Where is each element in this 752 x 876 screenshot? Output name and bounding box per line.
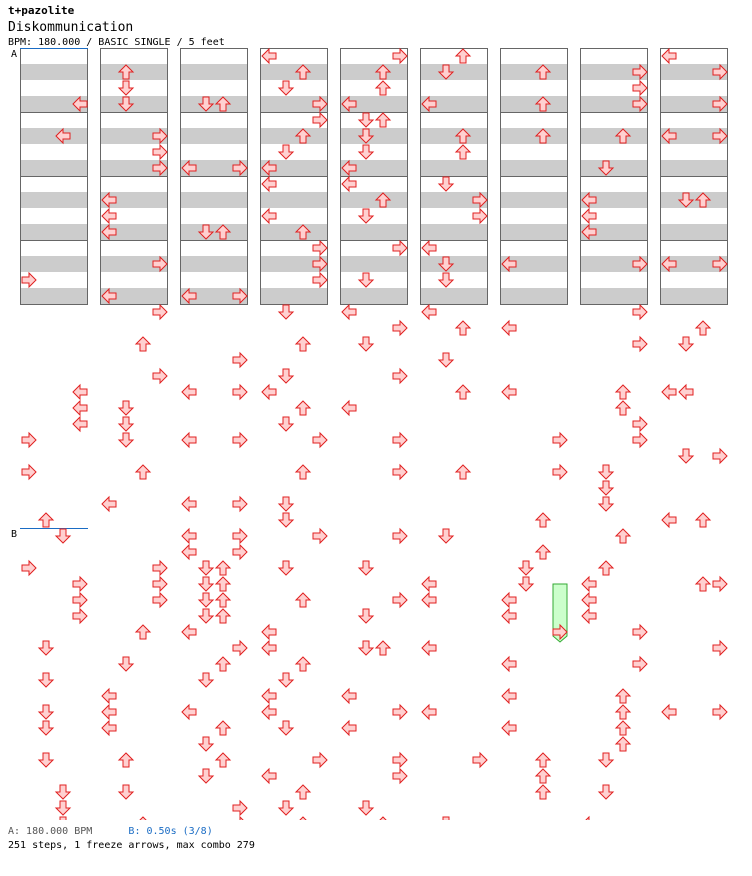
stripe (260, 128, 328, 144)
step-arrow (713, 449, 727, 463)
step-arrow (39, 721, 53, 735)
chart-column-1 (20, 49, 88, 305)
step-arrow (713, 577, 727, 591)
step-arrow (73, 401, 87, 415)
step-arrow (616, 401, 630, 415)
step-arrow (73, 593, 87, 607)
chart-meta: BPM: 180.000 / BASIC SINGLE / 5 feet (8, 37, 225, 48)
step-arrow (502, 657, 516, 671)
stripe (340, 128, 408, 144)
step-arrow (502, 609, 516, 623)
step-arrow (102, 497, 116, 511)
step-arrow (422, 705, 436, 719)
step-arrow (102, 689, 116, 703)
stripe (420, 256, 488, 272)
step-arrow (39, 673, 53, 687)
footer-stats: 251 steps, 1 freeze arrows, max combo 279 (8, 840, 255, 851)
stripe (580, 128, 648, 144)
step-arrow (56, 817, 70, 820)
step-arrow (633, 417, 647, 431)
step-arrow (279, 801, 293, 815)
stripe (500, 224, 568, 240)
step-arrow (633, 337, 647, 351)
step-arrow (376, 113, 390, 127)
stripe (500, 160, 568, 176)
step-arrow (422, 641, 436, 655)
stripe (260, 224, 328, 240)
stripe (340, 224, 408, 240)
step-arrow (456, 465, 470, 479)
step-arrow (393, 433, 407, 447)
step-arrow (199, 609, 213, 623)
step-arrow (359, 145, 373, 159)
stripe (100, 64, 168, 80)
step-arrow (216, 561, 230, 575)
step-arrow (313, 113, 327, 127)
step-arrow (102, 721, 116, 735)
step-arrow (393, 769, 407, 783)
step-arrow (262, 705, 276, 719)
step-arrow (633, 657, 647, 671)
step-arrow (313, 753, 327, 767)
step-arrow (262, 209, 276, 223)
step-arrow (262, 625, 276, 639)
step-arrow (296, 465, 310, 479)
stripe (420, 64, 488, 80)
step-arrow (456, 145, 470, 159)
step-arrow (279, 561, 293, 575)
step-arrow (73, 417, 87, 431)
step-arrow (279, 513, 293, 527)
step-arrow (536, 545, 550, 559)
step-arrow (342, 177, 356, 191)
step-arrow (262, 49, 276, 63)
stripe (20, 288, 88, 304)
stripe (660, 288, 728, 304)
step-arrow (616, 705, 630, 719)
step-arrow (233, 641, 247, 655)
step-arrow (233, 801, 247, 815)
step-arrow (376, 641, 390, 655)
step-arrow (119, 785, 133, 799)
stripe (180, 128, 248, 144)
step-arrow (599, 561, 613, 575)
step-arrow (393, 753, 407, 767)
step-arrow (39, 705, 53, 719)
step-arrow (119, 657, 133, 671)
stripe (340, 64, 408, 80)
stripe (500, 288, 568, 304)
step-arrow (342, 721, 356, 735)
step-arrow (296, 657, 310, 671)
step-arrow (696, 513, 710, 527)
step-arrow (553, 465, 567, 479)
step-arrow (473, 209, 487, 223)
step-arrow (359, 337, 373, 351)
step-arrow (296, 337, 310, 351)
stripe (260, 64, 328, 80)
step-arrow (359, 113, 373, 127)
step-arrow (536, 785, 550, 799)
stripe (340, 192, 408, 208)
step-arrow (262, 385, 276, 399)
step-arrow (502, 593, 516, 607)
step-arrow (182, 545, 196, 559)
step-arrow (313, 241, 327, 255)
stripe (660, 160, 728, 176)
step-arrow (153, 577, 167, 591)
step-arrow (199, 593, 213, 607)
step-arrow (393, 241, 407, 255)
stripe (580, 160, 648, 176)
step-arrow (296, 401, 310, 415)
step-arrow (359, 641, 373, 655)
step-arrow (39, 641, 53, 655)
step-arrow (279, 417, 293, 431)
stripe (260, 288, 328, 304)
step-arrow (216, 577, 230, 591)
step-arrow (216, 721, 230, 735)
marker-b-label: B (11, 529, 18, 540)
stripe (500, 128, 568, 144)
step-arrow (342, 689, 356, 703)
step-arrow (136, 817, 150, 820)
step-arrow (233, 497, 247, 511)
step-arrow (662, 705, 676, 719)
step-arrow (136, 337, 150, 351)
step-arrow (233, 385, 247, 399)
stripe (580, 288, 648, 304)
step-arrow (73, 385, 87, 399)
step-arrow (119, 753, 133, 767)
step-arrow (376, 817, 390, 820)
step-arrow (22, 273, 36, 287)
step-arrow (279, 673, 293, 687)
step-arrow (182, 529, 196, 543)
step-arrow (199, 769, 213, 783)
stripe (500, 64, 568, 80)
stripe (180, 192, 248, 208)
step-arrow (153, 145, 167, 159)
step-arrow (262, 769, 276, 783)
step-arrow (679, 385, 693, 399)
step-arrow (279, 497, 293, 511)
step-arrow (313, 529, 327, 543)
step-arrow (422, 305, 436, 319)
step-arrow (153, 369, 167, 383)
stripe (340, 288, 408, 304)
step-arrow (536, 513, 550, 527)
stripe (340, 256, 408, 272)
step-arrow (279, 369, 293, 383)
artist-name: t+pazolite (8, 4, 75, 17)
step-arrow (502, 321, 516, 335)
step-arrow (393, 465, 407, 479)
step-arrow (696, 321, 710, 335)
step-arrow (679, 449, 693, 463)
stripe (420, 160, 488, 176)
step-arrow (502, 689, 516, 703)
step-arrow (262, 641, 276, 655)
step-arrow (393, 321, 407, 335)
step-arrow (456, 321, 470, 335)
step-arrow (536, 753, 550, 767)
step-arrow (39, 513, 53, 527)
stripe (260, 192, 328, 208)
step-arrow (633, 433, 647, 447)
step-arrow (582, 209, 596, 223)
step-arrow (393, 705, 407, 719)
step-arrow (342, 401, 356, 415)
step-arrow (616, 529, 630, 543)
step-arrow (56, 785, 70, 799)
step-arrow (393, 49, 407, 63)
step-arrow (313, 433, 327, 447)
step-arrow (279, 81, 293, 95)
step-arrow (519, 577, 533, 591)
stripe (20, 64, 88, 80)
step-arrow (296, 593, 310, 607)
step-arrow (439, 353, 453, 367)
step-arrow (262, 177, 276, 191)
stripe (20, 192, 88, 208)
footer-bpm (8, 826, 213, 838)
stripe (420, 128, 488, 144)
step-arrow (136, 625, 150, 639)
step-arrow (119, 417, 133, 431)
step-arrow (713, 641, 727, 655)
step-arrow (582, 609, 596, 623)
step-arrow (279, 721, 293, 735)
stripe (500, 192, 568, 208)
step-arrow (39, 753, 53, 767)
step-arrow (359, 561, 373, 575)
step-arrow (153, 305, 167, 319)
step-arrow (599, 497, 613, 511)
stripe (20, 160, 88, 176)
stripe (20, 256, 88, 272)
step-arrow (22, 433, 36, 447)
step-arrow (73, 609, 87, 623)
step-arrow (696, 577, 710, 591)
step-arrow (22, 561, 36, 575)
step-arrow (216, 593, 230, 607)
step-arrow (119, 81, 133, 95)
step-arrow (279, 145, 293, 159)
chart-column-5 (340, 49, 408, 305)
step-arrow (182, 625, 196, 639)
step-arrow (519, 561, 533, 575)
step-arrow (199, 737, 213, 751)
step-arrow (599, 785, 613, 799)
stripe (420, 288, 488, 304)
step-arrow (153, 561, 167, 575)
step-arrow (359, 209, 373, 223)
step-arrow (599, 465, 613, 479)
step-arrow (376, 81, 390, 95)
stop-label: B: 0.50s (3/8) (128, 826, 213, 837)
step-arrow (422, 593, 436, 607)
step-arrow (216, 609, 230, 623)
step-arrow (56, 529, 70, 543)
step-arrow (633, 625, 647, 639)
step-arrow (616, 689, 630, 703)
step-arrow (233, 433, 247, 447)
stripe (420, 224, 488, 240)
step-arrow (296, 817, 310, 820)
step-arrow (22, 465, 36, 479)
step-arrow (73, 577, 87, 591)
step-arrow (679, 337, 693, 351)
step-arrow (136, 465, 150, 479)
stripe (20, 128, 88, 144)
step-arrow (119, 401, 133, 415)
stripe (100, 96, 168, 112)
step-arrow (616, 737, 630, 751)
step-arrow (599, 753, 613, 767)
step-arrow (662, 513, 676, 527)
step-arrow (182, 433, 196, 447)
step-arrow (502, 721, 516, 735)
step-arrow (713, 705, 727, 719)
step-arrow (439, 273, 453, 287)
step-arrow (502, 385, 516, 399)
step-arrow (553, 433, 567, 447)
step-arrow (359, 609, 373, 623)
step-arrow (216, 753, 230, 767)
stripe (180, 224, 248, 240)
stripe (180, 64, 248, 80)
stripe (660, 192, 728, 208)
step-arrow (102, 209, 116, 223)
stripe (180, 96, 248, 112)
step-arrow (279, 305, 293, 319)
step-arrow (616, 385, 630, 399)
step-arrow (313, 273, 327, 287)
step-arrow (439, 177, 453, 191)
chart-column-6 (420, 49, 488, 305)
step-arrow (182, 705, 196, 719)
bpm-label: A: 180.000 BPM (8, 826, 93, 837)
step-arrow (233, 353, 247, 367)
step-arrow (536, 769, 550, 783)
step-arrow (422, 577, 436, 591)
step-arrow (422, 241, 436, 255)
step-arrow (199, 577, 213, 591)
step-arrow (233, 817, 247, 820)
step-arrow (182, 497, 196, 511)
step-arrow (393, 529, 407, 543)
step-arrow (456, 385, 470, 399)
step-arrow (662, 385, 676, 399)
step-arrow (359, 273, 373, 287)
step-arrow (359, 801, 373, 815)
step-arrow (633, 81, 647, 95)
step-arrow (102, 705, 116, 719)
step-arrow (199, 561, 213, 575)
step-arrow (233, 545, 247, 559)
stripe (20, 224, 88, 240)
step-arrow (439, 817, 453, 820)
step-arrow (233, 529, 247, 543)
step-arrow (456, 49, 470, 63)
step-arrow (582, 593, 596, 607)
step-arrow (393, 593, 407, 607)
stripe (500, 96, 568, 112)
step-arrow (582, 817, 596, 820)
step-arrow (662, 49, 676, 63)
marker-a-label: A (11, 49, 18, 60)
step-arrow (216, 657, 230, 671)
step-arrow (342, 305, 356, 319)
step-arrow (182, 385, 196, 399)
chart-column-3 (180, 49, 248, 305)
song-title: Diskommunication (8, 20, 134, 35)
step-arrow (599, 481, 613, 495)
step-arrow (296, 785, 310, 799)
step-arrow (633, 305, 647, 319)
stripe (660, 224, 728, 240)
step-arrow (616, 721, 630, 735)
step-arrow (199, 673, 213, 687)
step-arrow (439, 529, 453, 543)
step-arrow (473, 753, 487, 767)
stripe (180, 256, 248, 272)
step-arrow (262, 689, 276, 703)
step-arrow (119, 433, 133, 447)
step-arrow (56, 801, 70, 815)
step-arrow (582, 577, 596, 591)
step-arrow (153, 593, 167, 607)
step-arrow (393, 369, 407, 383)
